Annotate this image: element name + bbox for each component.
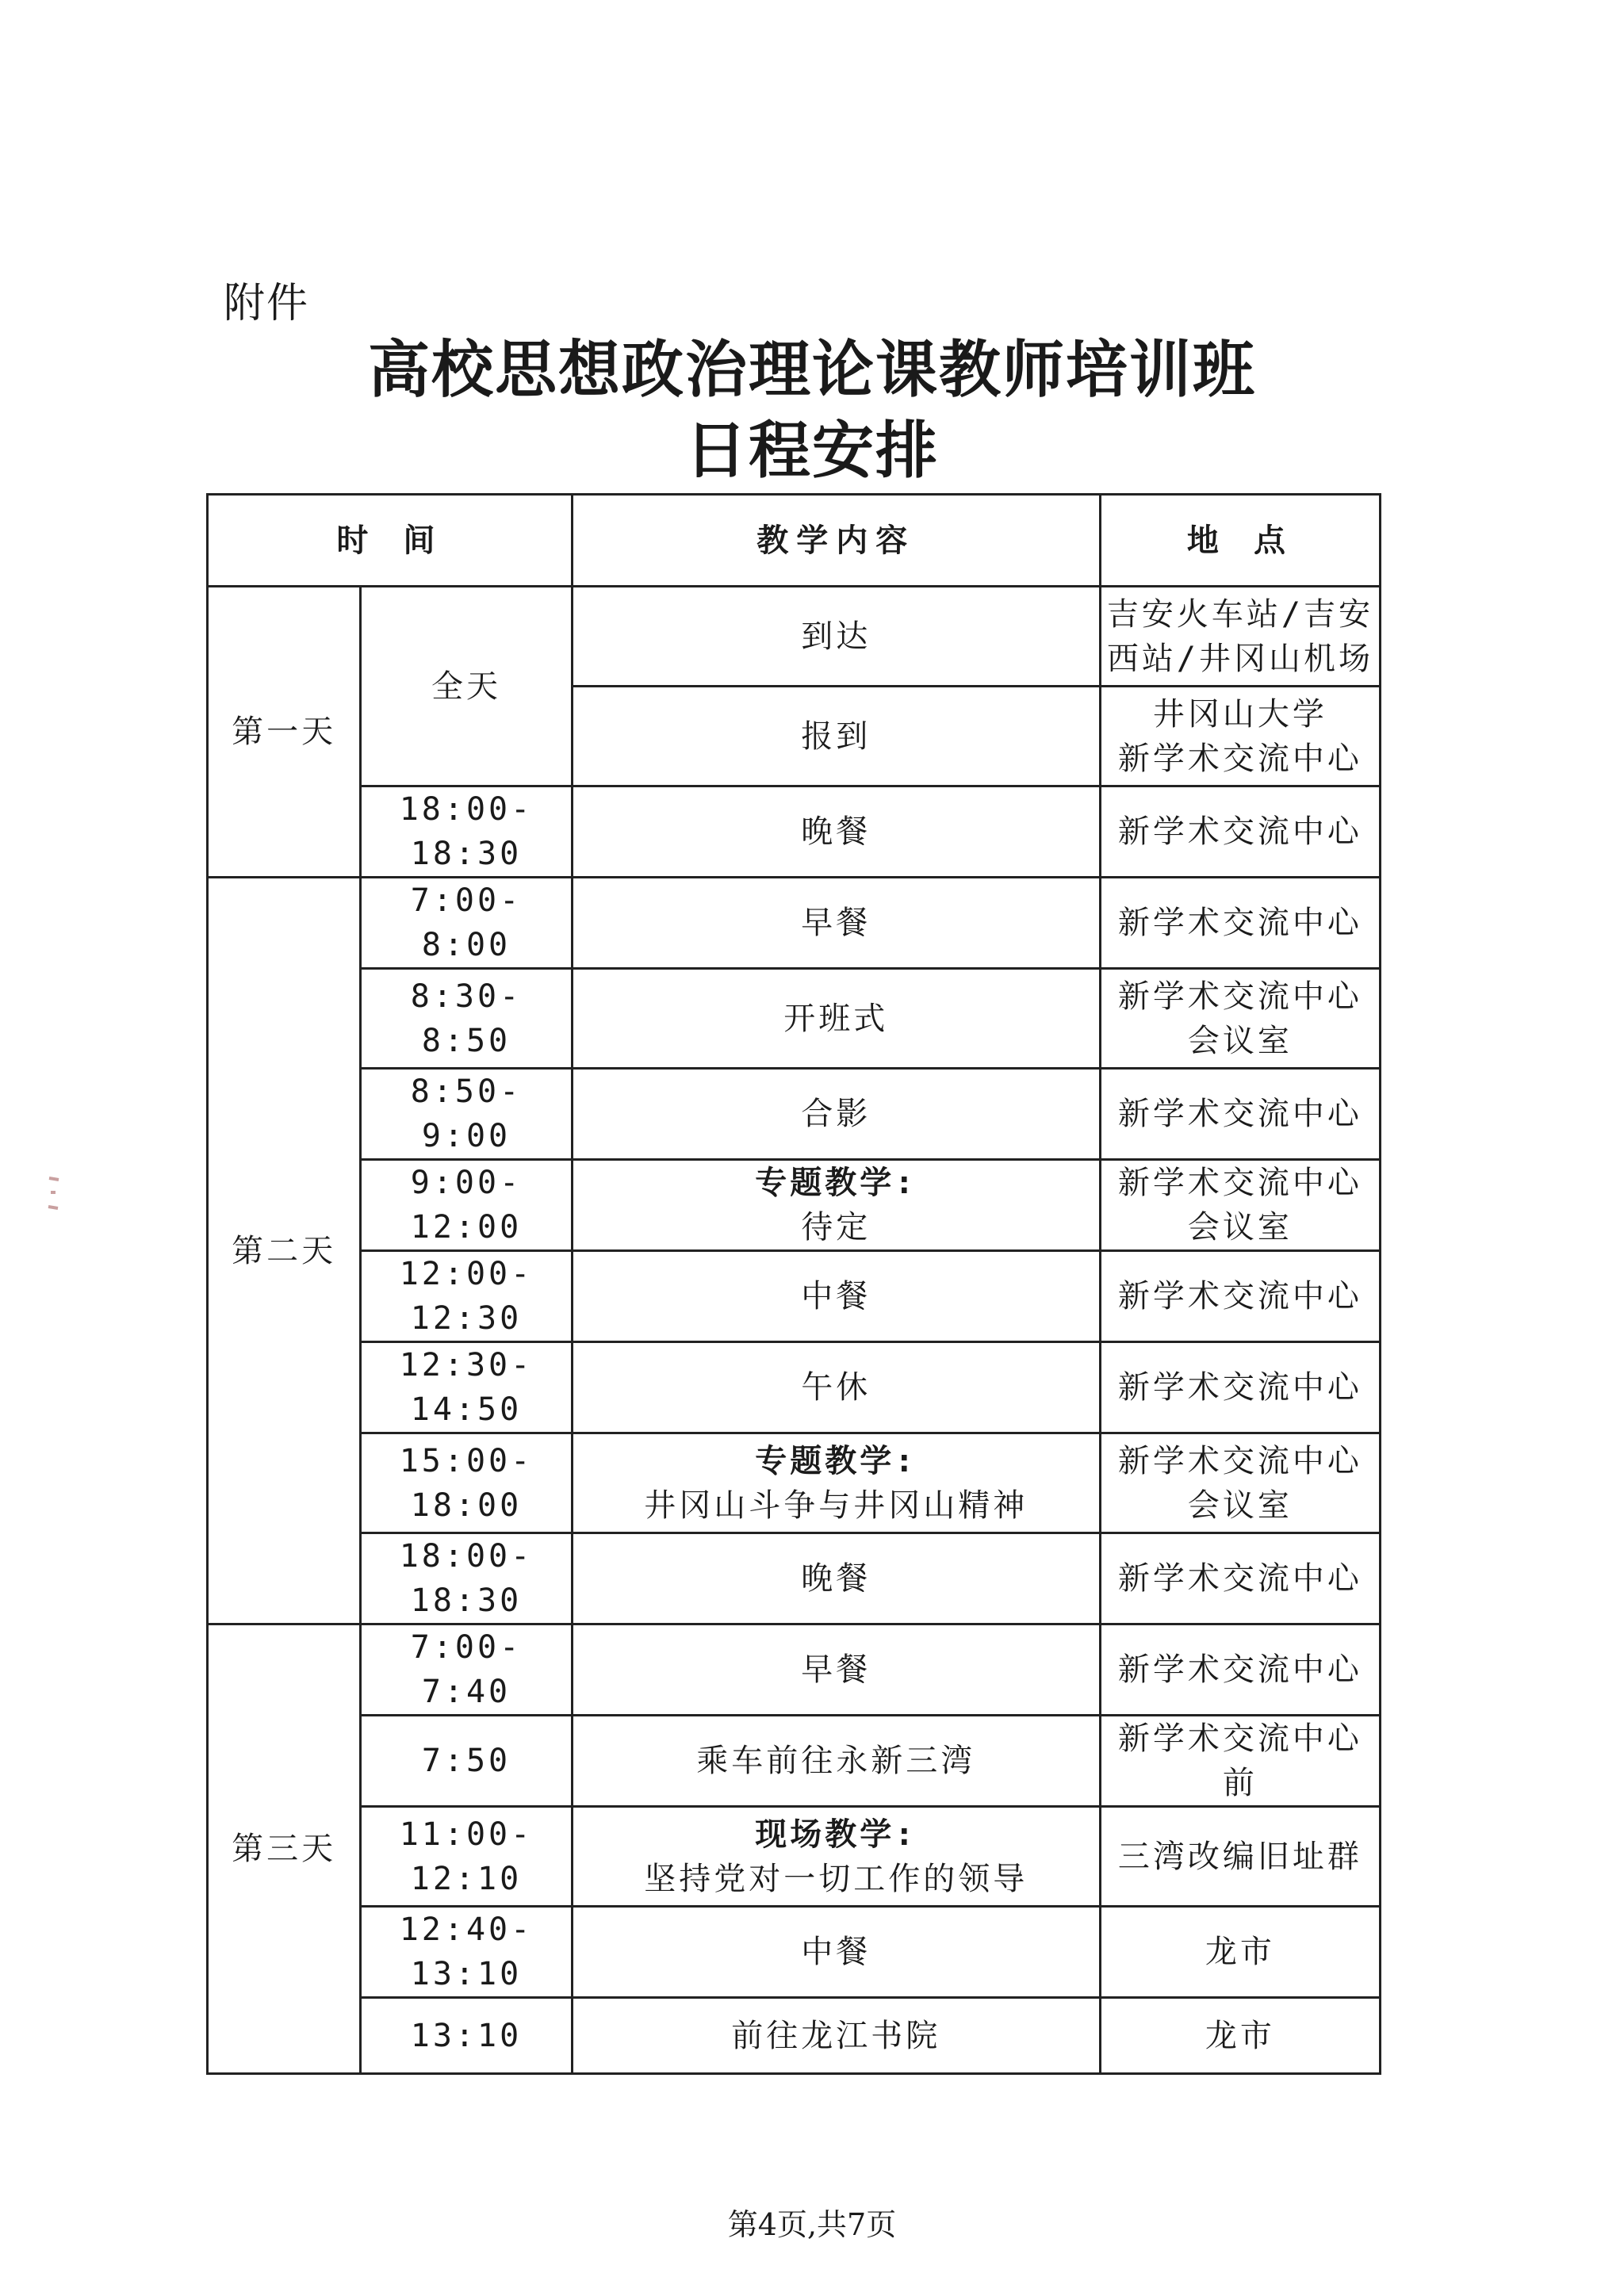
location-cell: 三湾改编旧址群 xyxy=(1100,1807,1380,1907)
table-row xyxy=(208,1716,1381,1807)
time-cell: 7:00-8:00 xyxy=(361,878,573,969)
location-line: 新学术交流中心 xyxy=(1117,1165,1362,1201)
table-row xyxy=(208,1998,1381,2074)
time-cell: 15:00-18:00 xyxy=(361,1433,573,1533)
content-cell xyxy=(572,1433,1100,1533)
location-line: 会议室 xyxy=(1187,1022,1293,1059)
content-cell: 前往龙江书院 xyxy=(572,1998,1100,2074)
header-time: 时 间 xyxy=(208,495,573,587)
time-cell: 18:00-18:30 xyxy=(361,1533,573,1624)
location-cell: 新学术交流中心 xyxy=(1100,1342,1380,1433)
content-cell: 早餐 xyxy=(572,1624,1100,1716)
day-label: 第三天 xyxy=(208,1624,361,2074)
time-cell: 7:50 xyxy=(361,1716,573,1807)
day-label: 第二天 xyxy=(208,878,361,1624)
time-cell: 12:00-12:30 xyxy=(361,1251,573,1342)
location-line: 井冈山大学 xyxy=(1152,695,1327,733)
content-title: 现场教学: xyxy=(755,1816,917,1853)
time-cell: 9:00-12:00 xyxy=(361,1160,573,1251)
time-cell: 8:50-9:00 xyxy=(361,1069,573,1160)
location-cell xyxy=(1100,969,1380,1069)
table-row xyxy=(208,1907,1381,1998)
document-title: 高校思想政治理论课教师培训班 xyxy=(367,334,1256,406)
content-cell xyxy=(572,1807,1100,1907)
table-row xyxy=(208,1251,1381,1342)
table-header-row xyxy=(208,495,1381,587)
time-cell: 全天 xyxy=(361,587,573,786)
location-cell: 新学术交流中心 xyxy=(1100,786,1380,878)
location-cell: 新学术交流中心 xyxy=(1100,878,1380,969)
header-location: 地 点 xyxy=(1100,495,1380,587)
table-row xyxy=(208,587,1381,687)
table-row xyxy=(208,878,1381,969)
location-cell: 新学术交流中心 xyxy=(1100,1069,1380,1160)
content-cell: 中餐 xyxy=(572,1907,1100,1998)
location-cell xyxy=(1100,687,1380,786)
location-line: 新学术交流中心 xyxy=(1117,1442,1362,1479)
time-cell: 13:10 xyxy=(361,1998,573,2074)
location-cell: 龙市 xyxy=(1100,1907,1380,1998)
location-cell xyxy=(1100,1160,1380,1251)
location-cell: 新学术交流中心 xyxy=(1100,1624,1380,1716)
attachment-label: 附件 xyxy=(224,280,310,327)
content-title: 专题教学: xyxy=(755,1442,917,1479)
table-row xyxy=(208,1807,1381,1907)
schedule-table xyxy=(206,493,1381,2075)
table-row xyxy=(208,1342,1381,1433)
content-cell: 合影 xyxy=(572,1069,1100,1160)
content-cell: 到达 xyxy=(572,587,1100,687)
location-line: 新学术交流中心 xyxy=(1117,740,1362,777)
day-label: 第一天 xyxy=(208,587,361,878)
table-row xyxy=(208,1433,1381,1533)
location-cell: 龙市 xyxy=(1100,1998,1380,2074)
location-line: 会议室 xyxy=(1187,1209,1293,1246)
content-cell: 午休 xyxy=(572,1342,1100,1433)
time-cell: 8:30-8:50 xyxy=(361,969,573,1069)
location-line: 前 xyxy=(1222,1765,1258,1801)
location-line: 新学术交流中心 xyxy=(1117,978,1362,1015)
table-row xyxy=(208,1533,1381,1624)
location-cell xyxy=(1100,1433,1380,1533)
page-footer: 第4页,共7页 xyxy=(727,2207,897,2242)
content-title: 专题教学: xyxy=(755,1165,917,1201)
location-cell xyxy=(1100,1716,1380,1807)
time-cell: 7:00-7:40 xyxy=(361,1624,573,1716)
location-line: 吉安火车站/吉安 xyxy=(1106,595,1373,633)
content-cell: 报到 xyxy=(572,687,1100,786)
table-row xyxy=(208,969,1381,1069)
scan-mark xyxy=(46,1175,62,1213)
time-cell: 18:00-18:30 xyxy=(361,786,573,878)
location-cell: 新学术交流中心 xyxy=(1100,1533,1380,1624)
content-cell: 早餐 xyxy=(572,878,1100,969)
table-row xyxy=(208,1160,1381,1251)
time-cell: 12:40-13:10 xyxy=(361,1907,573,1998)
content-cell: 开班式 xyxy=(572,969,1100,1069)
time-cell: 12:30-14:50 xyxy=(361,1342,573,1433)
content-cell: 晚餐 xyxy=(572,786,1100,878)
table-row xyxy=(208,1069,1381,1160)
header-content: 教学内容 xyxy=(572,495,1100,587)
location-line: 新学术交流中心 xyxy=(1117,1720,1362,1757)
location-line: 西站/井冈山机场 xyxy=(1106,640,1373,677)
content-cell: 晚餐 xyxy=(572,1533,1100,1624)
time-cell: 11:00-12:10 xyxy=(361,1807,573,1907)
document-subtitle: 日程安排 xyxy=(684,415,939,487)
table-row xyxy=(208,786,1381,878)
content-cell xyxy=(572,1160,1100,1251)
content-cell: 乘车前往永新三湾 xyxy=(572,1716,1100,1807)
location-cell xyxy=(1100,587,1380,687)
content-subtitle: 待定 xyxy=(801,1209,871,1246)
table-row xyxy=(208,1624,1381,1716)
content-subtitle: 坚持党对一切工作的领导 xyxy=(644,1860,1028,1897)
location-line: 会议室 xyxy=(1187,1487,1293,1524)
location-cell: 新学术交流中心 xyxy=(1100,1251,1380,1342)
content-cell: 中餐 xyxy=(572,1251,1100,1342)
content-subtitle: 井冈山斗争与井冈山精神 xyxy=(644,1487,1028,1524)
